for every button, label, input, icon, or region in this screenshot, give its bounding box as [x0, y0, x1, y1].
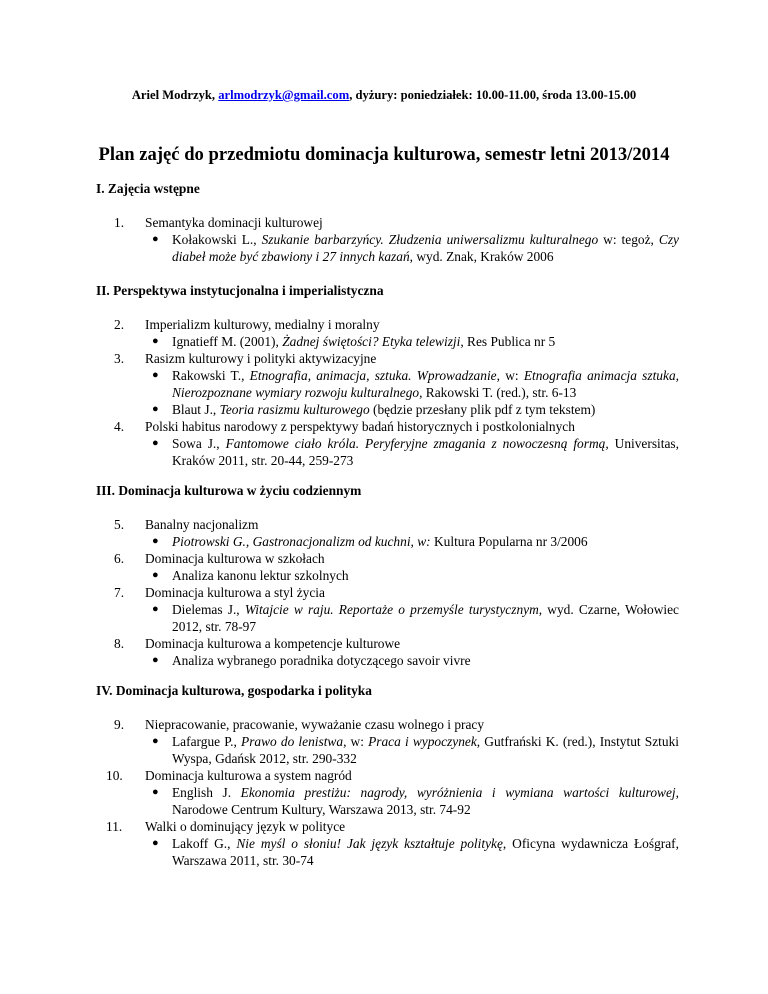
topic-label: Semantyka dominacji kulturowej	[145, 215, 323, 230]
section-heading-3: III. Dominacja kulturowa w życiu codziennym	[96, 483, 362, 498]
section-heading-1: I. Zajęcia wstępne	[96, 181, 200, 196]
topic-label: Niepracowanie, pracowanie, wyważanie czasu wolnego i pracy	[145, 717, 485, 732]
reading-item	[96, 231, 679, 265]
section-1-content	[96, 214, 679, 265]
topic-number: 10.	[106, 768, 123, 783]
topic-item	[96, 214, 679, 231]
topic-label: Dominacja kulturowa w szkołach	[145, 551, 325, 566]
reading-item	[96, 567, 679, 584]
reading-item	[96, 401, 679, 418]
reading-text: Kołakowski L., Szukanie barbarzyńcy. Złudzenia uniwersalizmu kulturalnego w: tegoż, Czy diabeł może być zbawiony i 27 innych kazań, wyd. Znak, Kraków 2006	[172, 232, 679, 264]
topic-number: 5.	[114, 517, 125, 532]
reading-text: Ignatieff M. (2001), Żadnej świętości? Etyka telewizji, Res Publica nr 5	[172, 334, 556, 349]
reading-item	[96, 652, 679, 669]
reading-item	[96, 533, 679, 550]
section-2-content	[96, 316, 679, 469]
reading-item	[96, 333, 679, 350]
topic-item	[96, 716, 679, 733]
section-heading-2: II. Perspektywa instytucjonalna i imperialistyczna	[96, 283, 384, 298]
topic-number: 8.	[114, 636, 125, 651]
topic-label: Rasizm kulturowy i polityki aktywizacyjne	[145, 351, 377, 366]
email-link[interactable]: arlmodrzyk@gmail.com	[218, 88, 350, 102]
bullet-icon: ●	[152, 786, 159, 798]
reading-text: Rakowski T., Etnografia, animacja, sztuka. Wprowadzanie, w: Etnografia animacja sztuka, Nierozpoznane wymiary rozwoju kulturalnego, Rakowski T. (red.), str. 6-13	[172, 368, 679, 400]
reading-item	[96, 835, 679, 869]
header-hours: , dyżury: poniedziałek: 10.00-11.00, środa 13.00-15.00	[349, 88, 637, 102]
topic-item	[96, 818, 679, 835]
topic-item	[96, 350, 679, 367]
reading-text: English J. Ekonomia prestiżu: nagrody, wyróżnienia i wymiana wartości kulturowej, Narodowe Centrum Kultury, Warszawa 2013, str. 74-92	[172, 785, 679, 817]
section-3-content	[96, 516, 679, 669]
section-heading-4: IV. Dominacja kulturowa, gospodarka i polityka	[96, 683, 372, 698]
bullet-icon: ●	[152, 335, 159, 347]
topic-item	[96, 584, 679, 601]
topic-item	[96, 418, 679, 435]
topic-item	[96, 316, 679, 333]
reading-item	[96, 367, 679, 401]
bullet-icon: ●	[152, 233, 159, 245]
bullet-icon: ●	[152, 735, 159, 747]
topic-number: 9.	[114, 717, 125, 732]
bullet-icon: ●	[152, 369, 159, 381]
reading-item	[96, 784, 679, 818]
bullet-icon: ●	[152, 603, 159, 615]
bullet-icon: ●	[152, 403, 159, 415]
topic-label: Imperializm kulturowy, medialny i moralny	[145, 317, 380, 332]
topic-label: Walki o dominujący język w polityce	[145, 819, 346, 834]
topic-number: 4.	[114, 419, 125, 434]
topic-number: 6.	[114, 551, 125, 566]
topic-item	[96, 516, 679, 533]
topic-number: 11.	[106, 819, 123, 834]
bullet-icon: ●	[152, 437, 159, 449]
topic-label: Banalny nacjonalizm	[145, 517, 259, 532]
topic-label: Dominacja kulturowa a styl życia	[145, 585, 325, 600]
section-4-content	[96, 716, 679, 869]
reading-text: Sowa J., Fantomowe ciało króla. Peryferyjne zmagania z nowoczesną formą, Universitas, Kraków 2011, str. 20-44, 259-273	[172, 436, 679, 468]
reading-text: Analiza kanonu lektur szkolnych	[172, 568, 349, 583]
topic-number: 7.	[114, 585, 125, 600]
reading-text: Analiza wybranego poradnika dotyczącego savoir vivre	[172, 653, 471, 668]
contact-header	[0, 87, 768, 104]
reading-text: Dielemas J., Witajcie w raju. Reportaże o przemyśle turystycznym, wyd. Czarne, Wołowiec 2012, str. 78-97	[172, 602, 680, 634]
reading-item	[96, 733, 679, 767]
bullet-icon: ●	[152, 569, 159, 581]
reading-text: Lafargue P., Prawo do lenistwa, w: Praca i wypoczynek, Gutfrański K. (red.), Instytut Sztuki Wyspa, Gdańsk 2012, str. 290-332	[172, 734, 679, 766]
topic-number: 2.	[114, 317, 125, 332]
reading-text: Blaut J., Teoria rasizmu kulturowego (będzie przesłany plik pdf z tym tekstem)	[172, 402, 596, 417]
reading-item	[96, 435, 679, 469]
bullet-icon: ●	[152, 837, 159, 849]
page-title: Plan zajęć do przedmiotu dominacja kulturowa, semestr letni 2013/2014	[98, 144, 670, 165]
topic-number: 3.	[114, 351, 125, 366]
topic-label: Polski habitus narodowy z perspektywy badań historycznych i postkolonialnych	[145, 419, 575, 434]
topic-item	[96, 635, 679, 652]
topic-item	[96, 767, 679, 784]
bullet-icon: ●	[152, 654, 159, 666]
topic-label: Dominacja kulturowa a system nagród	[145, 768, 352, 783]
topic-number: 1.	[114, 215, 125, 230]
reading-item	[96, 601, 679, 635]
topic-item	[96, 550, 679, 567]
reading-text: Lakoff G., Nie myśl o słoniu! Jak język kształtuje politykę, Oficyna wydawnicza Łośgraf, Warszawa 2011, str. 30-74	[172, 836, 679, 868]
header-name: Ariel Modrzyk,	[131, 88, 219, 102]
topic-label: Dominacja kulturowa a kompetencje kulturowe	[145, 636, 401, 651]
reading-text: Piotrowski G., Gastronacjonalizm od kuchni, w: Kultura Popularna nr 3/2006	[172, 534, 588, 549]
bullet-icon: ●	[152, 535, 159, 547]
